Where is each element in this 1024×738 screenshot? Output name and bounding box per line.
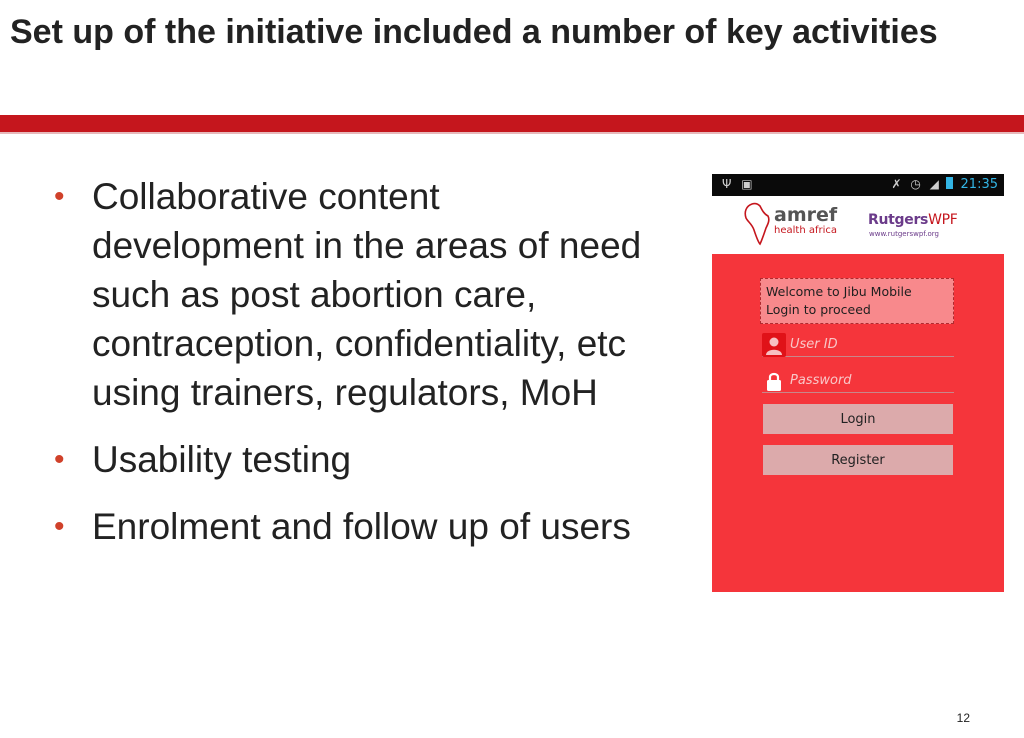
- bullet-item: [54, 435, 714, 484]
- image-icon: ▣: [741, 177, 753, 191]
- rutgers-logo-text: [868, 212, 958, 228]
- user-icon: [762, 333, 786, 357]
- bullet-item: [54, 502, 714, 551]
- usb-icon: Ψ: [722, 177, 732, 191]
- bullet-text: Collaborative content development in the areas of need such as post abortion care, contraception, confidentiality, etc using trainers, regulators, MoH: [92, 176, 642, 413]
- welcome-message: Welcome to Jibu Mobile Login to proceed: [760, 278, 954, 324]
- bullet-dot-icon: •: [54, 443, 65, 476]
- bullet-dot-icon: •: [54, 510, 65, 543]
- page-number: 12: [956, 711, 970, 725]
- partner-logos: [712, 196, 1004, 254]
- status-time: 21:35: [960, 177, 998, 192]
- mute-icon: ✗: [891, 177, 902, 191]
- phone-screenshot: [712, 174, 1004, 592]
- alarm-icon: ◷: [910, 177, 921, 191]
- user-id-field[interactable]: [762, 332, 954, 357]
- rutgers-logo-wpf: WPF: [928, 212, 958, 228]
- lock-icon: [762, 369, 786, 393]
- title-divider-bar: [0, 115, 1024, 132]
- rutgers-logo-url: www.rutgerswpf.org: [869, 230, 939, 238]
- title-divider-shadow: [0, 132, 1024, 134]
- bullet-dot-icon: •: [54, 180, 65, 213]
- password-field[interactable]: [762, 368, 954, 393]
- africa-map-icon: [742, 202, 772, 246]
- status-left-icons: [722, 177, 753, 191]
- register-button[interactable]: Register: [763, 445, 953, 475]
- android-status-bar: [712, 174, 1004, 196]
- login-button[interactable]: Login: [763, 404, 953, 434]
- user-id-input[interactable]: [790, 334, 950, 354]
- status-right-icons: [891, 177, 998, 192]
- amref-logo-subtitle: health africa: [774, 225, 837, 236]
- rutgers-logo-part: Rutgers: [868, 212, 929, 228]
- bullet-item: [54, 172, 714, 417]
- battery-icon: [946, 177, 953, 189]
- bullet-list: [54, 172, 714, 569]
- signal-icon: ◢: [929, 177, 939, 191]
- password-input[interactable]: [790, 370, 950, 390]
- jibu-login-panel: [712, 254, 1004, 592]
- amref-logo-text: amref: [774, 204, 838, 226]
- bullet-text: Enrolment and follow up of users: [92, 506, 631, 547]
- bullet-text: Usability testing: [92, 439, 352, 480]
- slide-title: Set up of the initiative included a number of key activities: [10, 13, 938, 51]
